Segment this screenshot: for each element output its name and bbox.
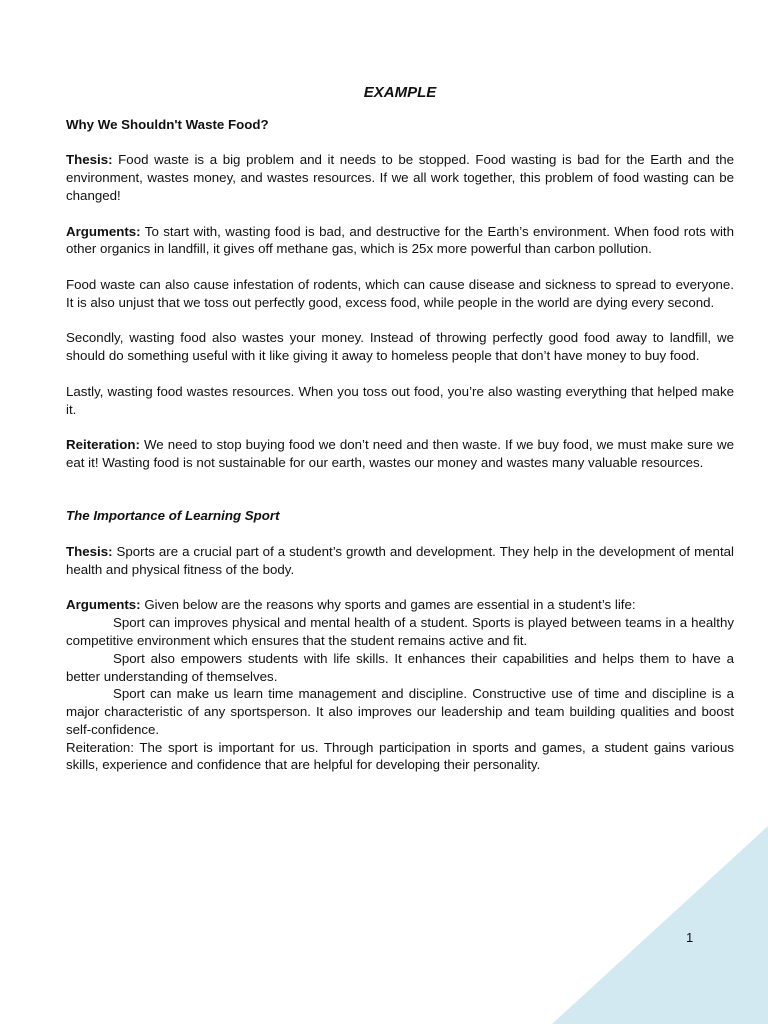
essay2-arguments bbox=[66, 596, 734, 614]
essay1-reiteration-label: Reiteration: bbox=[66, 437, 140, 453]
essay2-thesis-label: Thesis: bbox=[66, 543, 113, 559]
essay1-paragraph-3: Secondly, wasting food also wastes your money. Instead of throwing perfectly good food away to landfill, we should do something useful with it like giving it away to homeless people that don’t have money to buy food. bbox=[66, 330, 734, 364]
essay2-thesis bbox=[66, 543, 734, 579]
essay2-point-3: Sport can make us learn time management and discipline. Constructive use of time and discipline is a major characteristic of any sportsperson. It also improves our leadership and team building qualities and boost self-confidence. bbox=[66, 686, 734, 737]
document-body bbox=[66, 84, 734, 774]
essay1-thesis-text: Food waste is a big problem and it needs to be stopped. Food wasting is bad for the Earth and the environment, wastes money, and wastes resources. If we all work together, this problem of food wasting can be changed! bbox=[66, 152, 734, 203]
page-number: 1 bbox=[686, 930, 694, 945]
essay2-point-2: Sport also empowers students with life skills. It enhances their capabilities and helps them to have a better understanding of themselves. bbox=[66, 650, 734, 684]
essay2-heading: The Importance of Learning Sport bbox=[66, 508, 280, 524]
essay2-thesis-text: Sports are a crucial part of a student’s growth and development. They help in the development of mental health and physical fitness of the body. bbox=[66, 543, 734, 577]
essay2-reiteration: Reiteration: The sport is important for us. Through participation in sports and games, a student gains various skills, experience and confidence that are helpful for developing their personality. bbox=[66, 739, 734, 773]
essay2-point-1: Sport can improves physical and mental health of a student. Sports is played between teams in a healthy competitive environment which ensures that the student remains active and fit. bbox=[66, 615, 734, 648]
document-title: EXAMPLE bbox=[363, 84, 437, 101]
essay2-arguments-label: Arguments: bbox=[66, 597, 141, 613]
essay1-paragraph-2: Food waste can also cause infestation of rodents, which can cause disease and sickness to spread to everyone. It is also unjust that we toss out perfectly good, excess food, while people in the world are dying every second. bbox=[66, 276, 734, 310]
essay1-arguments-text: To start with, wasting food is bad, and destructive for the Earth’s environment. When food rots with other organics in landfill, it gives off methane gas, which is 25x more powerful than carbon pollution. bbox=[66, 223, 734, 257]
essay1-arguments bbox=[66, 223, 734, 259]
essay1-thesis bbox=[66, 151, 734, 204]
essay1-thesis-label: Thesis: bbox=[66, 152, 113, 168]
essay1-paragraph-4: Lastly, wasting food wastes resources. When you toss out food, you’re also wasting everything that helped make it. bbox=[66, 383, 734, 417]
essay2-arguments-text: Given below are the reasons why sports and games are essential in a student’s life: bbox=[140, 597, 636, 613]
essay1-heading: Why We Shouldn't Waste Food? bbox=[66, 116, 269, 132]
essay1-reiteration bbox=[66, 436, 734, 472]
essay1-reiteration-text: We need to stop buying food we don’t need and then waste. If we buy food, we must make sure we eat it! Wasting food is not sustainable for our earth, wastes our money and wastes many valuable resources. bbox=[66, 437, 734, 470]
essay1-arguments-label: Arguments: bbox=[66, 223, 141, 239]
